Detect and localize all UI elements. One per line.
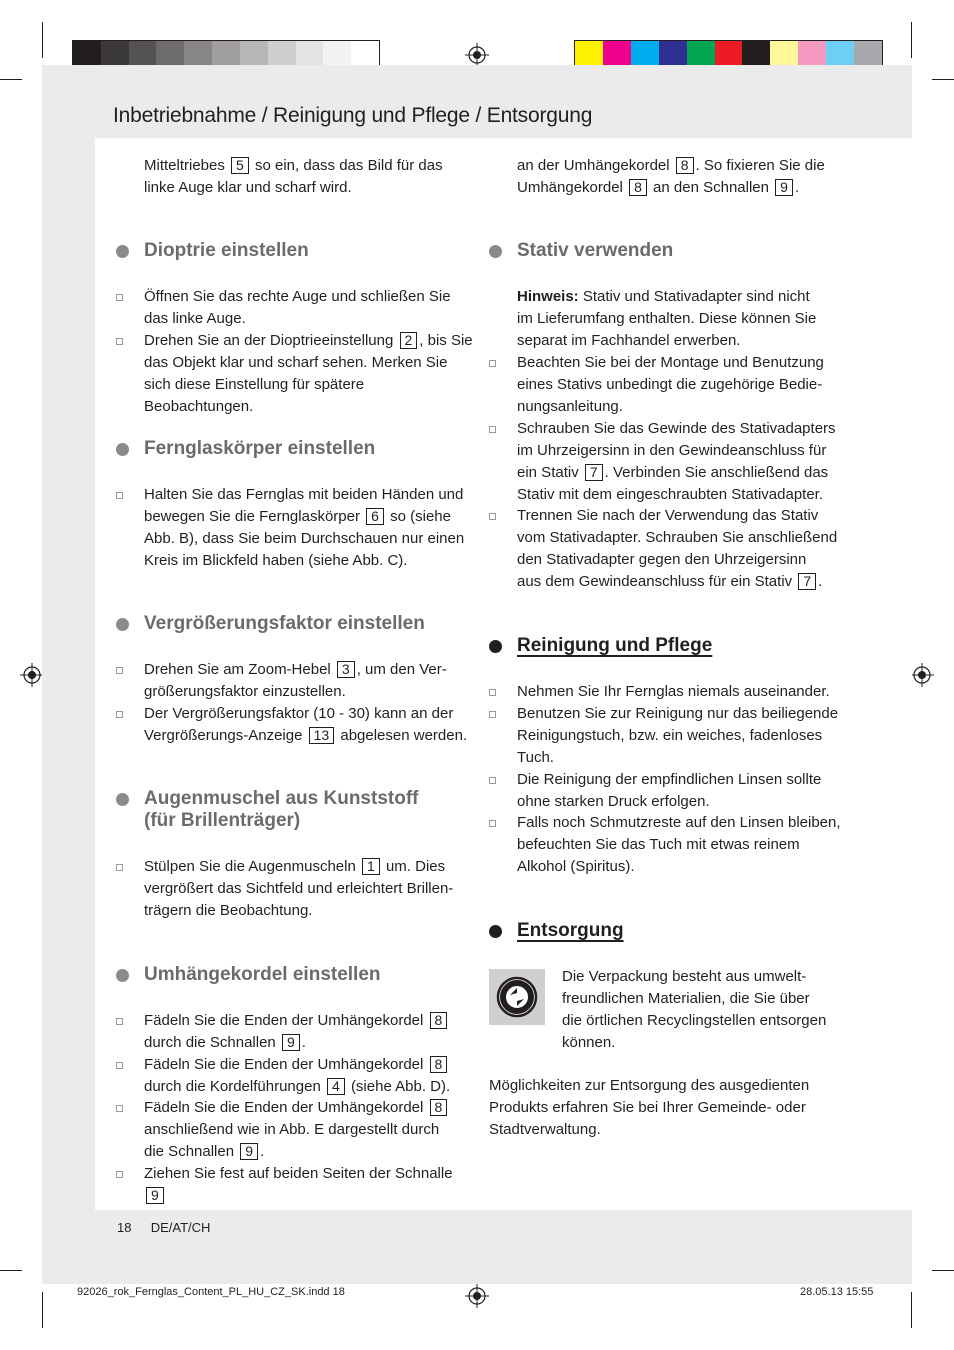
color-swatch xyxy=(101,41,129,68)
section-bullet-icon xyxy=(489,640,502,653)
part-number: 8 xyxy=(430,1099,448,1116)
part-number: 8 xyxy=(676,157,694,174)
region-label: DE/AT/CH xyxy=(150,1220,211,1235)
color-swatch xyxy=(575,41,603,68)
color-swatch xyxy=(296,41,324,68)
text: anschließend wie in Abb. E dargestellt durch xyxy=(144,1121,440,1138)
list-item xyxy=(517,418,847,506)
section-bullet-icon xyxy=(116,443,129,456)
text: Die Verpackung besteht aus umwelt- xyxy=(562,968,807,985)
text: ein Stativ xyxy=(517,464,579,481)
slug-date: 28.05.13 15:55 xyxy=(800,1286,874,1298)
text: eines Stativs unbedingt die zugehörige Bedie- xyxy=(517,376,823,393)
color-swatch xyxy=(854,41,882,68)
part-number: 9 xyxy=(282,1034,300,1051)
text: Fädeln Sie die Enden der Umhängekordel xyxy=(144,1012,424,1029)
text: , um den Ver- xyxy=(356,661,447,678)
text: an der Umhängekordel xyxy=(517,157,670,174)
text: (siehe Abb. D). xyxy=(350,1078,451,1095)
packaging-paragraph xyxy=(562,966,852,1054)
color-swatch xyxy=(603,41,631,68)
text: nungsanleitung. xyxy=(517,398,623,415)
text: Alkohol (Spiritus). xyxy=(517,858,635,875)
text: Reinigungstuch, bzw. ein weiches, fadenloses xyxy=(517,727,823,744)
section-bullet-icon xyxy=(116,793,129,806)
text: so ein, dass das Bild für das xyxy=(255,157,443,174)
color-swatch xyxy=(826,41,854,68)
text: Abb. B), dass Sie beim Durchschauen nur einen xyxy=(144,530,465,547)
hint-paragraph xyxy=(517,286,847,352)
section-heading: Reinigung und Pflege xyxy=(517,635,713,656)
part-number: 9 xyxy=(240,1143,258,1160)
text: Stülpen Sie die Augenmuscheln xyxy=(144,858,356,875)
registration-mark-icon xyxy=(465,43,489,67)
text: linke Auge klar und scharf wird. xyxy=(144,179,352,196)
text: abgelesen werden. xyxy=(340,727,468,744)
text: Trennen Sie nach der Verwendung das Stativ xyxy=(517,507,819,524)
section-heading: Stativ verwenden xyxy=(517,240,674,261)
text: Mitteltriebes xyxy=(144,157,225,174)
list-item xyxy=(144,1097,474,1163)
crop-mark xyxy=(932,1270,954,1271)
text: Drehen Sie am Zoom-Hebel xyxy=(144,661,331,678)
color-swatch xyxy=(129,41,157,68)
crop-mark xyxy=(932,79,954,80)
text: , bis Sie xyxy=(419,332,473,349)
list-bullet-icon xyxy=(489,426,496,433)
crop-mark xyxy=(0,1270,22,1271)
list-item xyxy=(517,703,847,769)
text: durch die Schnallen xyxy=(144,1034,276,1051)
text: Drehen Sie an der Dioptrieeinstellung xyxy=(144,332,394,349)
heading-line: (für Brillenträger) xyxy=(144,810,301,831)
part-number: 9 xyxy=(775,179,793,196)
part-number: 5 xyxy=(231,157,249,174)
section-heading: Dioptrie einstellen xyxy=(144,240,309,261)
disposal-paragraph xyxy=(489,1075,849,1141)
text: Produkts erfahren Sie bei Ihrer Gemeinde- oder xyxy=(489,1099,806,1116)
list-item xyxy=(144,484,474,572)
crop-mark xyxy=(911,22,912,58)
color-swatch xyxy=(687,41,715,68)
text: ohne starken Druck erfolgen. xyxy=(517,793,710,810)
text: im Lieferumfang enthalten. Diese können Sie xyxy=(517,310,817,327)
list-bullet-icon xyxy=(116,864,123,871)
crop-mark xyxy=(42,22,43,58)
text: Stadtverwaltung. xyxy=(489,1121,601,1138)
list-bullet-icon xyxy=(489,689,496,696)
list-item xyxy=(144,1054,474,1098)
text: das linke Auge. xyxy=(144,310,246,327)
text: größerungsfaktor einzustellen. xyxy=(144,683,346,700)
text: Möglichkeiten zur Entsorgung des ausgedienten xyxy=(489,1077,810,1094)
section-heading: Entsorgung xyxy=(517,920,624,941)
text: Stativ mit dem eingeschraubten Stativadapter. xyxy=(517,486,824,503)
hint-label: Hinweis: xyxy=(517,288,579,305)
green-dot-icon xyxy=(495,975,539,1019)
text: trägern die Beobachtung. xyxy=(144,902,313,919)
list-item xyxy=(517,812,847,878)
text: Beachten Sie bei der Montage und Benutzung xyxy=(517,354,824,371)
text: befeuchten Sie das Tuch mit etwas reinem xyxy=(517,836,800,853)
continuation-paragraph xyxy=(517,155,847,199)
list-bullet-icon xyxy=(489,513,496,520)
page-footer xyxy=(117,1220,210,1235)
part-number: 6 xyxy=(366,508,384,525)
text: vergrößert das Sichtfeld und erleichtert Brillen- xyxy=(144,880,454,897)
text: . Verbinden Sie anschließend das xyxy=(604,464,829,481)
list-item xyxy=(144,1010,474,1054)
list-bullet-icon xyxy=(489,777,496,784)
list-bullet-icon xyxy=(116,1171,123,1178)
list-item xyxy=(144,330,474,418)
list-bullet-icon xyxy=(489,820,496,827)
color-swatch xyxy=(268,41,296,68)
color-swatch xyxy=(659,41,687,68)
text: Fädeln Sie die Enden der Umhängekordel xyxy=(144,1056,424,1073)
text: Falls noch Schmutzreste auf den Linsen bleiben, xyxy=(517,814,841,831)
text: Schrauben Sie das Gewinde des Stativadapters xyxy=(517,420,836,437)
part-number: 4 xyxy=(327,1078,345,1095)
color-swatch xyxy=(240,41,268,68)
color-swatch xyxy=(156,41,184,68)
text: durch die Kordelführungen xyxy=(144,1078,321,1095)
text: separat im Fachhandel erwerben. xyxy=(517,332,741,349)
section-heading: Fernglaskörper einstellen xyxy=(144,438,376,459)
part-number: 8 xyxy=(430,1012,448,1029)
text: Fädeln Sie die Enden der Umhängekordel xyxy=(144,1099,424,1116)
text: Benutzen Sie zur Reinigung nur das beiliegende xyxy=(517,705,839,722)
part-number: 1 xyxy=(362,858,380,875)
section-bullet-icon xyxy=(116,618,129,631)
section-heading xyxy=(144,788,418,832)
text: . xyxy=(301,1034,306,1051)
text: . So fixieren Sie die xyxy=(695,157,825,174)
list-bullet-icon xyxy=(116,294,123,301)
text: . xyxy=(260,1143,265,1160)
list-item xyxy=(517,505,847,593)
text: Vergrößerungs-Anzeige xyxy=(144,727,303,744)
text: Ziehen Sie fest auf beiden Seiten der Schnalle xyxy=(144,1165,453,1182)
section-bullet-icon xyxy=(489,925,502,938)
list-item xyxy=(144,659,474,703)
page-number: 18 xyxy=(117,1220,132,1235)
text: können. xyxy=(562,1034,616,1051)
color-swatch xyxy=(184,41,212,68)
color-swatch xyxy=(742,41,770,68)
crop-mark xyxy=(0,79,22,80)
section-heading: Umhängekordel einstellen xyxy=(144,964,381,985)
color-swatch xyxy=(715,41,743,68)
registration-mark-icon xyxy=(465,1284,489,1308)
intro-paragraph xyxy=(144,155,474,199)
part-number: 13 xyxy=(309,727,335,744)
part-number: 2 xyxy=(400,332,418,349)
text: die örtlichen Recyclingstellen entsorgen xyxy=(562,1012,827,1029)
text: den Stativadapter gegen den Uhrzeigersinn xyxy=(517,551,807,568)
part-number: 3 xyxy=(337,661,355,678)
text: das Objekt klar und scharf sehen. Merken Sie xyxy=(144,354,448,371)
text: Öffnen Sie das rechte Auge und schließen Sie xyxy=(144,288,451,305)
text: . xyxy=(818,573,823,590)
part-number: 8 xyxy=(430,1056,448,1073)
section-heading: Vergrößerungsfaktor einstellen xyxy=(144,613,425,634)
list-item xyxy=(517,769,847,813)
section-bullet-icon xyxy=(116,969,129,982)
slug-filename: 92026_rok_Fernglas_Content_PL_HU_CZ_SK.indd 18 xyxy=(77,1286,345,1298)
crop-mark xyxy=(911,1292,912,1328)
color-swatch xyxy=(798,41,826,68)
list-bullet-icon xyxy=(116,492,123,499)
text: Halten Sie das Fernglas mit beiden Händen und xyxy=(144,486,464,503)
text: vom Stativadapter. Schrauben Sie anschließend xyxy=(517,529,838,546)
list-item xyxy=(144,703,474,747)
text: sich diese Einstellung für spätere Beobachtungen. xyxy=(144,376,365,415)
color-swatch xyxy=(770,41,798,68)
color-swatch xyxy=(351,41,379,68)
text: aus dem Gewindeanschluss für ein Stativ xyxy=(517,573,793,590)
list-bullet-icon xyxy=(116,667,123,674)
registration-mark-icon xyxy=(910,663,934,687)
heading-line: Augenmuschel aus Kunststoff xyxy=(144,788,419,809)
list-bullet-icon xyxy=(489,360,496,367)
crop-mark xyxy=(42,1292,43,1328)
color-swatch xyxy=(631,41,659,68)
color-swatch xyxy=(212,41,240,68)
section-bullet-icon xyxy=(489,245,502,258)
list-item xyxy=(517,352,847,418)
color-swatch xyxy=(323,41,351,68)
text: bewegen Sie die Fernglaskörper xyxy=(144,508,360,525)
page-title: Inbetriebnahme / Reinigung und Pflege / Entsorgung xyxy=(113,104,593,127)
list-item xyxy=(144,286,474,330)
part-number: 7 xyxy=(585,464,603,481)
list-item xyxy=(144,856,474,922)
text: Kreis im Blickfeld haben (siehe Abb. C). xyxy=(144,552,408,569)
color-swatch xyxy=(73,41,101,68)
part-number: 9 xyxy=(146,1187,164,1204)
text: Umhängekordel xyxy=(517,179,623,196)
list-bullet-icon xyxy=(489,711,496,718)
list-item xyxy=(144,1163,474,1207)
text: so (siehe xyxy=(390,508,451,525)
section-bullet-icon xyxy=(116,245,129,258)
text: Der Vergrößerungsfaktor (10 - 30) kann an der xyxy=(144,705,454,722)
list-bullet-icon xyxy=(116,1062,123,1069)
list-bullet-icon xyxy=(116,711,123,718)
text: Die Reinigung der empfindlichen Linsen sollte xyxy=(517,771,822,788)
text: Tuch. xyxy=(517,749,554,766)
text: die Schnallen xyxy=(144,1143,235,1160)
text: an den Schnallen xyxy=(653,179,769,196)
text: Stativ und Stativadapter sind nicht xyxy=(582,288,810,305)
text: im Uhrzeigersinn in den Gewindeanschluss für xyxy=(517,442,827,459)
list-item: Nehmen Sie Ihr Fernglas niemals auseinander. xyxy=(517,683,830,700)
registration-mark-icon xyxy=(20,663,44,687)
text: freundlichen Materialien, die Sie über xyxy=(562,990,810,1007)
text: um. Dies xyxy=(385,858,446,875)
list-bullet-icon xyxy=(116,1105,123,1112)
part-number: 8 xyxy=(629,179,647,196)
list-bullet-icon xyxy=(116,1018,123,1025)
recycling-logo-icon xyxy=(489,969,545,1025)
part-number: 7 xyxy=(798,573,816,590)
list-bullet-icon xyxy=(116,338,123,345)
text: . xyxy=(794,179,800,196)
